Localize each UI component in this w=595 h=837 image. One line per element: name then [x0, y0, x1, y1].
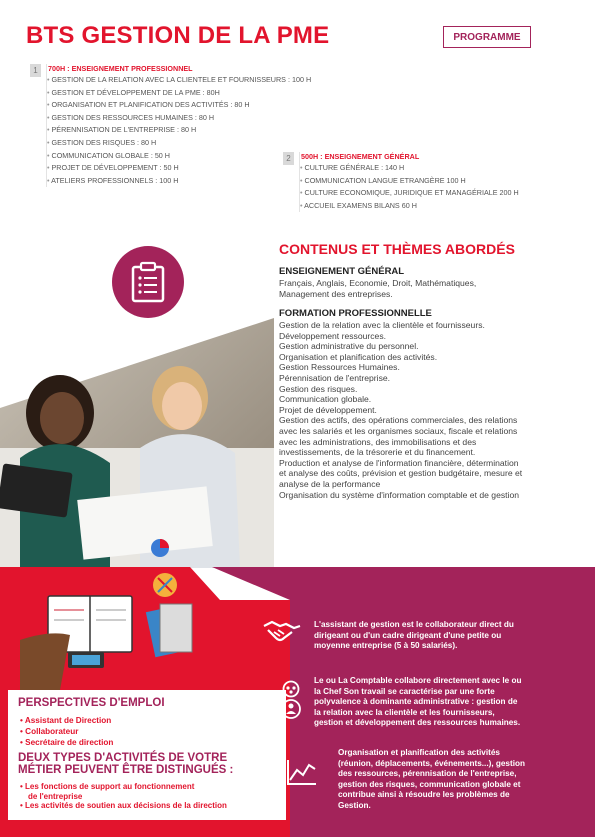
list-item: • Assistant de Direction [20, 715, 113, 726]
team-icon [276, 680, 306, 725]
page-title: BTS GESTION DE LA PME [26, 22, 330, 49]
list-item: • GESTION DE LA RELATION AVEC LA CLIENTELE ET FOURNISSEURS : 100 H [47, 74, 360, 87]
line-chart-icon [286, 758, 318, 791]
list-item: • Les fonctions de support au fonctionnement [20, 782, 290, 792]
list-item: • Les activités de soutien aux décisions de la direction [20, 801, 290, 811]
text-line: Développement ressources. [279, 330, 386, 341]
text-line: Production et analyse de l'information financière, détermination [279, 457, 519, 468]
title-line: DEUX TYPES D'ACTIVITÉS DE VOTRE [18, 752, 228, 764]
text-line: polyvalence à dominante administrative : gestion de [314, 697, 518, 707]
text-line: Organisation et planification des activités. [279, 351, 438, 362]
list-item: • ORGANISATION ET PLANIFICATION DES ACTIVITÉS : 80 H [47, 99, 360, 112]
text-line: Management des entreprises. [279, 288, 393, 299]
comptable-description [314, 676, 521, 729]
text-line: gestion et développement des ressources humaines. [314, 718, 521, 728]
list-item: • CULTURE ECONOMIQUE, JURIDIQUE ET MANAGÉRIALE 200 H [300, 187, 583, 200]
text-line: Français, Anglais, Economie, Droit, Mathématiques, [279, 278, 477, 288]
contenus-title: CONTENUS ET THÈMES ABORDÉS [279, 241, 515, 257]
text-line: la Chef Son travail se caractérise par une forte [314, 686, 495, 696]
list-item: • COMMUNICATION GLOBALE : 50 H [47, 150, 360, 163]
text-line: moyenne entreprise (5 à 50 salariés). [314, 641, 458, 651]
title-line: MÉTIER PEUVENT ÊTRE DISTINGUÉS : [18, 764, 234, 776]
text-line: contribue ainsi à résoudre les problèmes de [338, 790, 510, 800]
text-line: Communication globale. [279, 394, 372, 405]
text-line: avec les salariés et les organismes sociaux, fiscale et relations [279, 425, 518, 436]
text-line: analyse de la performance [279, 478, 381, 489]
list-item: • ACCUEIL EXAMENS BILANS 60 H [300, 200, 583, 213]
list-item: • PROJET DE DÉVELOPPEMENT : 50 H [47, 162, 360, 175]
text-line: gestion des risques, communication globale et [338, 779, 521, 789]
text-line: L'assistant de gestion est le collaborateur direct du [314, 620, 514, 629]
pro-heading: FORMATION PROFESSIONNELLE [279, 308, 432, 319]
text-line: Organisation du système d'information comptable et de gestion [279, 489, 520, 500]
handshake-icon [262, 618, 302, 649]
text-line: dirigeant ou d'un cadre dirigeant d'une petite ou [314, 630, 502, 640]
text-line: Gestion. [338, 800, 371, 810]
list-item: • ATELIERS PROFESSIONNELS : 100 H [47, 175, 360, 188]
list-item: • COMMUNICATION LANGUE ETRANGÈRE 100 H [300, 175, 583, 188]
assistant-description [314, 620, 514, 652]
list-item: • GESTION ET DÉVELOPPEMENT DE LA PME : 80H [47, 87, 360, 100]
text-line: Gestion administrative du personnel. [279, 341, 419, 352]
text-line: Gestion Ressources Humaines. [279, 362, 400, 373]
text-line: Le ou La Comptable collabore directement avec le ou [314, 676, 522, 685]
text-line: Gestion de la relation avec la clientèle et fournisseurs. [279, 320, 485, 330]
text-line: Projet de développement. [279, 404, 377, 415]
text-line: (réunion, déplacements, événements...), gestion [338, 758, 525, 768]
list-item-continuation: de l'entreprise [28, 791, 83, 801]
text-line: Gestion des actifs, des opérations commerciales, des relations [279, 415, 518, 426]
list-item: • Secrétaire de direction [20, 737, 113, 748]
text-line: des ressources, pérennisation de l'entreprise, [338, 769, 517, 779]
general-heading: ENSEIGNEMENT GÉNÉRAL [279, 266, 405, 277]
perspectives-list [20, 715, 113, 748]
types-list [20, 782, 290, 811]
text-line: Gestion des risques. [279, 383, 358, 394]
types-title [18, 752, 288, 776]
block-number: 2 [283, 152, 294, 165]
block-heading: 500H : ENSEIGNEMENT GÉNÉRAL [301, 152, 420, 161]
perspectives-title: PERSPECTIVES D'EMPLOI [18, 697, 165, 709]
text-line: Pérennisation de l'entreprise. [279, 372, 391, 383]
text-line: investissements, de la trésorerie et du financement. [279, 447, 476, 458]
list-item: • GESTION DES RISQUES : 80 H [47, 137, 360, 150]
block-number: 1 [30, 64, 41, 77]
text-line: la relation avec la clientèle et les fournisseurs, [314, 707, 495, 717]
block-heading: 700H : ENSEIGNEMENT PROFESSIONNEL [48, 64, 193, 73]
text-line: Organisation et planification des activités [338, 748, 500, 757]
list-item: • CULTURE GÉNÉRALE : 140 H [300, 162, 583, 175]
activities-description [338, 748, 525, 812]
text-line: et analyse des coûts, prévision et gestion budgétaire, mesure et [279, 468, 523, 479]
text-line: avec les administrations, des immobilisations et des [279, 436, 477, 447]
programme-button[interactable]: PROGRAMME [443, 26, 531, 48]
list-item: • GESTION DES RESSOURCES HUMAINES : 80 H [47, 112, 360, 125]
list-item: • Collaborateur [20, 726, 113, 737]
list-item: • PÉRENNISATION DE L'ENTREPRISE : 80 H [47, 124, 360, 137]
